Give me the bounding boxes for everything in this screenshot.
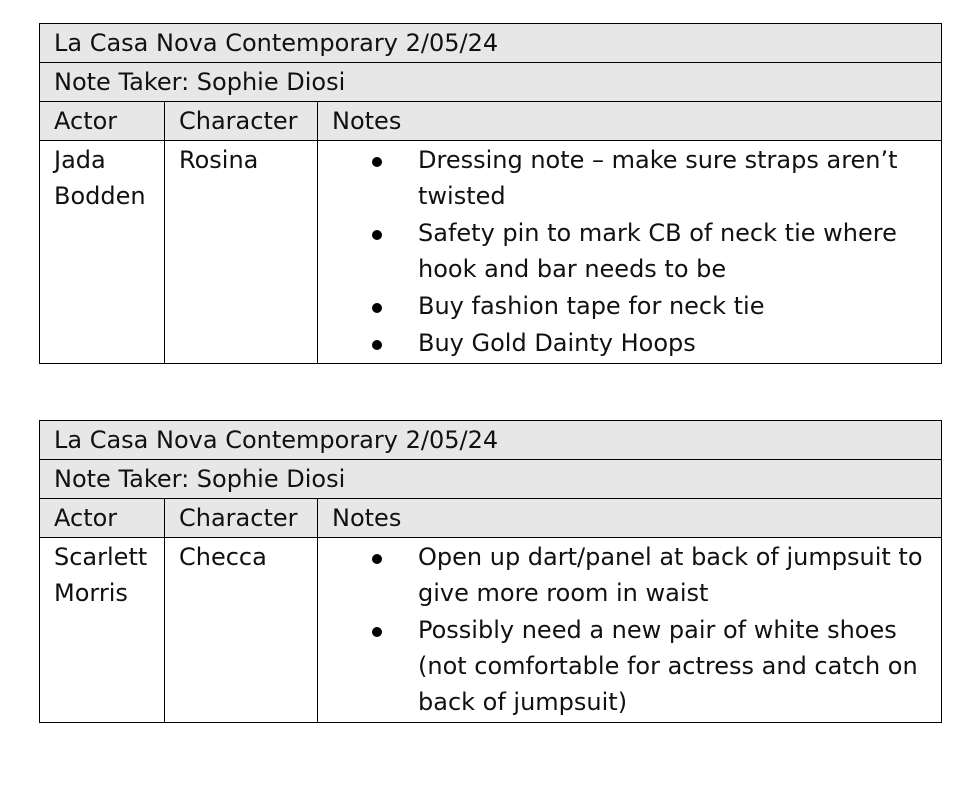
list-item bbox=[418, 142, 941, 214]
bullet-icon bbox=[372, 230, 382, 240]
note-text: Dressing note – make sure straps aren’t twisted bbox=[418, 146, 898, 210]
list-item bbox=[418, 325, 941, 361]
note-taker-row bbox=[40, 63, 942, 102]
list-item bbox=[418, 612, 941, 720]
header-character: Character bbox=[165, 102, 318, 141]
header-actor: Actor bbox=[40, 102, 165, 141]
header-actor: Actor bbox=[40, 499, 165, 538]
note-taker: Note Taker: Sophie Diosi bbox=[40, 460, 942, 499]
table-title: La Casa Nova Contemporary 2/05/24 bbox=[40, 24, 942, 63]
note-taker: Note Taker: Sophie Diosi bbox=[40, 63, 942, 102]
actor-cell bbox=[40, 141, 165, 364]
list-item bbox=[418, 215, 941, 287]
header-notes: Notes bbox=[318, 499, 942, 538]
notes-cell bbox=[318, 538, 942, 723]
notes-list bbox=[332, 539, 941, 720]
note-text: Open up dart/panel at back of jumpsuit to give more room in waist bbox=[418, 543, 923, 607]
character-name: Checca bbox=[179, 543, 267, 571]
note-text: Possibly need a new pair of white shoes (not comfortable for actress and catch on back of jumpsuit) bbox=[418, 616, 918, 716]
header-notes: Notes bbox=[318, 102, 942, 141]
costume-notes-table-2 bbox=[39, 420, 942, 723]
note-taker-row bbox=[40, 460, 942, 499]
notes-cell bbox=[318, 141, 942, 364]
character-cell bbox=[165, 141, 318, 364]
note-text: Buy fashion tape for neck tie bbox=[418, 292, 765, 320]
bullet-icon bbox=[372, 303, 382, 313]
column-header-row bbox=[40, 102, 942, 141]
table-title-row bbox=[40, 421, 942, 460]
list-item bbox=[418, 288, 941, 324]
character-cell bbox=[165, 538, 318, 723]
notes-list bbox=[332, 142, 941, 361]
actor-name: Jada Bodden bbox=[54, 146, 146, 210]
note-text: Safety pin to mark CB of neck tie where hook and bar needs to be bbox=[418, 219, 897, 283]
character-name: Rosina bbox=[179, 146, 259, 174]
header-character: Character bbox=[165, 499, 318, 538]
note-text: Buy Gold Dainty Hoops bbox=[418, 329, 696, 357]
bullet-icon bbox=[372, 627, 382, 637]
list-item bbox=[418, 539, 941, 611]
bullet-icon bbox=[372, 340, 382, 350]
table-row bbox=[40, 141, 942, 364]
costume-notes-table-1 bbox=[39, 23, 942, 364]
table-title: La Casa Nova Contemporary 2/05/24 bbox=[40, 421, 942, 460]
table-title-row bbox=[40, 24, 942, 63]
actor-name: Scarlett Morris bbox=[54, 543, 148, 607]
table-row bbox=[40, 538, 942, 723]
actor-cell bbox=[40, 538, 165, 723]
bullet-icon bbox=[372, 157, 382, 167]
bullet-icon bbox=[372, 554, 382, 564]
column-header-row bbox=[40, 499, 942, 538]
